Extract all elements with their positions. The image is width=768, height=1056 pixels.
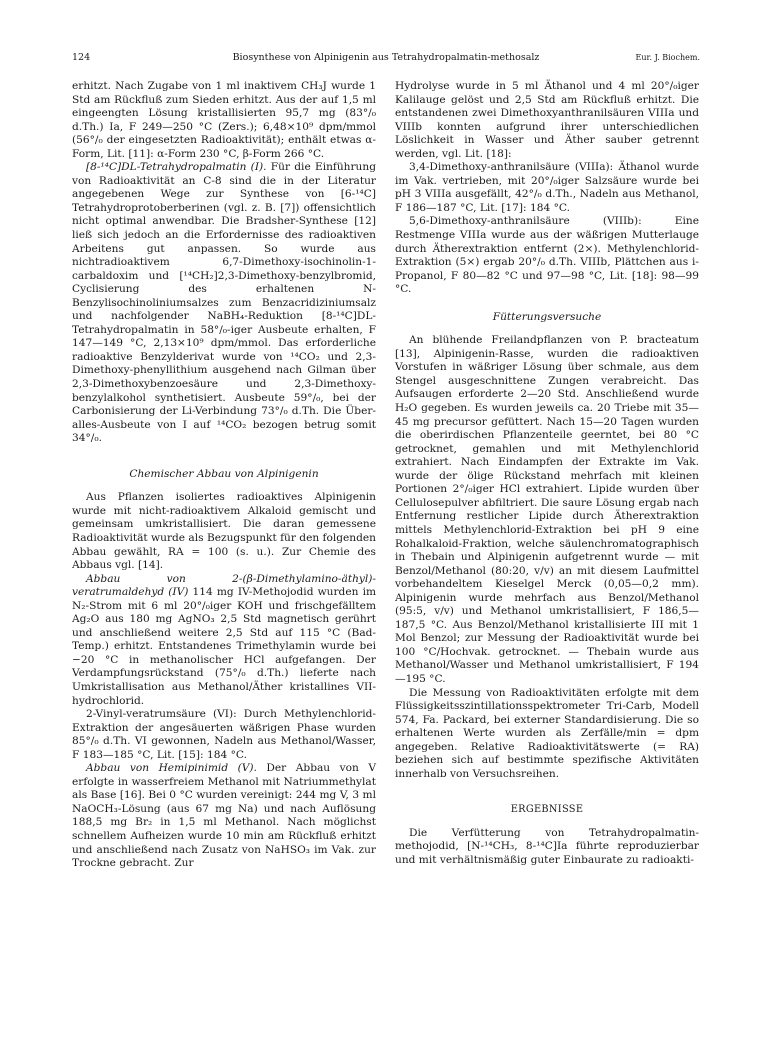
paragraph: 3,4-Dimethoxy-anthranilsäure (VIIIa): Äthanol wurde im Vak. vertrieben, mit 20°/₀iger Salzsäure wurde bei pH 3 VIIIa ausgefällt, 42°/₀ d.Th., Nadeln aus Methanol, F 186—187 °C, Lit. [17]: 184 °C. (395, 161, 699, 214)
paragraph: 2-Vinyl-veratrumsäure (VI): Durch Methylenchlorid-Extraktion der angesäuerten wäßrigen Phase wurden 85°/₀ d.Th. VI gewonnen, Nadeln aus Methanol/Wasser, F 183—185 °C, Lit. [15]: 184 °C. (72, 708, 376, 761)
paragraph (72, 573, 376, 708)
section-heading: Fütterungsversuche (492, 310, 602, 323)
journal-name: Eur. J. Biochem. (635, 53, 700, 62)
paragraph-text: Für die Einführung von Radioaktivität an C-8 sind die in der Literatur angegebenen Wege zur Synthese von [6-¹⁴C] Tetrahydroprotoberberinen (vgl. z. B. [7]) offensichtlich nicht optimal anwendbar. Die Bradsher-Synthese [12] ließ sich jedoch an die Erfordernisse des radioaktiven Arbeitens gut anpassen. So wurde aus nichtradioaktivem 6,7-Dimethoxy-isochinolin-1-carbaldoxim und [¹⁴CH₂]2,3-Dimethoxy-benzylbromid, Cyclisierung des erhaltenen N-Benzylisochinoliniumsalzes zum Benzacridiziniumsalz und nachfolgender NaBH₄-Reduktion [8-¹⁴C]DL-Tetrahydropalmatin in 58°/₀-iger Ausbeute erhalten, F 147—149 °C, 2,13×10⁹ dpm/mmol. Das erforderliche radioaktive Benzylderivat wurde von ¹⁴CO₂ und 2,3-Dimethoxy-phenyllithium ausgehend nach Gilman über 2,3-Dimethoxybenzoesäure und 2,3-Dimethoxy-benzylalkohol synthetisiert. Ausbeute 59°/₀, bei der Carbonisierung der Li-Verbindung 73°/₀ d.Th. Die Über-alles-Ausbeute von I auf ¹⁴CO₂ bezogen betrug somit 34°/₀. (72, 161, 376, 445)
paragraph (72, 762, 376, 870)
paragraph: An blühende Freilandpflanzen von P. bracteatum [13], Alpinigenin-Rasse, wurden die radioaktiven Vorstufen in wäßriger Lösung über schmale, aus dem Stengel ausgeschnittene Zungen verabreicht. Das Aufsaugen erforderte 2—20 Std. Anschließend wurde H₂O gegeben. Es wurden jeweils ca. 20 Triebe mit 35—45 mg precursor gefüttert. Nach 15—20 Tagen wurden die oberirdischen Pflanzenteile geerntet, bei 80 °C getrocknet, gemahlen und mit Methylenchlorid extrahiert. Nach Eindampfen der Extrakte im Vak. wurde der ölige Rückstand mehrfach mit kleinen Portionen 2°/₀iger HCl extrahiert. Lipide wurden über Cellulosepulver abfiltriert. Die saure Lösung ergab nach Entfernung restlicher Lipide durch Ätherextraktion mittels Methylenchlorid-Extraktion bei pH 9 eine Rohalkaloid-Fraktion, welche säulenchromatographisch in Thebain und Alpinigenin aufgetrennt wurde — mit Benzol/Methanol (80:20, v/v) an mit diesem Laufmittel vorbehandeltem Kieselgel Merck (0,05—0,2 mm). Alpinigenin wurde mehrfach aus Benzol/Methanol (95:5, v/v) und Methanol umkristallisiert, F 186,5—187,5 °C. Aus Benzol/Methanol kristallisierte III mit 1 Mol Benzol; zur Messung der Radioaktivität wurde bei 100 °C/Hochvak. getrocknet. — Thebain wurde aus Methanol/Wasser und Methanol umkristallisiert, F 194—195 °C. (395, 334, 699, 685)
paragraph: Aus Pflanzen isoliertes radioaktives Alpinigenin wurde mit nicht-radioaktivem Alkaloid gemischt und gemeinsam umkristallisiert. Die daran gemessene Radioaktivität wurde als Bezugspunkt für den folgenden Abbau gewählt, RA = 100 (s. u.). Zur Chemie des Abbaus vgl. [14]. (72, 491, 376, 572)
section-heading: ERGEBNISSE (510, 804, 584, 816)
paragraph-lead: Abbau von 2-(β-Dimethylamino-äthyl)-veratrumaldehyd (IV) (72, 572, 376, 599)
paragraph: 5,6-Dimethoxy-anthranilsäure (VIIIb): Eine Restmenge VIIIa wurde aus der wäßrigen Mutterlauge durch Ätherextraktion entfernt (2×). Methylenchlorid-Extraktion (5×) ergab 20°/₀ d.Th. VIIIb, Plättchen aus i-Propanol, F 80—82 °C und 97—98 °C, Lit. [18]: 98—99 °C. (395, 215, 699, 296)
page-header (72, 50, 700, 66)
right-column (395, 80, 699, 868)
section-heading: Chemischer Abbau von Alpinigenin (129, 467, 319, 480)
left-column (72, 80, 376, 871)
paragraph-text: 114 mg IV-Methojodid wurden im N₂-Strom mit 6 ml 20°/₀iger KOH und frischgefälltem Ag₂O aus 180 mg AgNO₃ 2,5 Std magnetisch gerührt und anschließend weitere 2,5 Std auf 115 °C (Bad-Temp.) erhitzt. Entstandenes Trimethylamin wurde bei −20 °C in methanolischer HCl aufgefangen. Der Verdampfungsrückstand (75°/₀ d.Th.) lieferte nach Umkristallisation aus Methanol/Äther kristallines VII-hydrochlorid. (72, 586, 376, 707)
paragraph: Die Messung von Radioaktivitäten erfolgte mit dem Flüssigkeitsszintillationsspektrometer Tri-Carb, Modell 574, Fa. Packard, bei externer Standardisierung. Die so erhaltenen Werte wurden als Zerfälle/min = dpm angegeben. Relative Radioaktivitätswerte (= RA) beziehen sich auf bestimmte spezifische Aktivitäten innerhalb von Versuchsreihen. (395, 686, 699, 780)
paragraph: Die Verfütterung von Tetrahydropalmatin-methojodid, [N-¹⁴CH₃, 8-¹⁴C]Ia führte reproduzierbar und mit verhältnismäßig guter Einbaurate zu radioakti- (395, 826, 699, 866)
paragraph: erhitzt. Nach Zugabe von 1 ml inaktivem CH₃J wurde 1 Std am Rückfluß zum Sieden erhitzt. Aus der auf 1,5 ml eingeengten Lösung kristallisierten 95,7 mg (83°/₀ d.Th.) Ia, F 249—250 °C (Zers.); 6,48×10⁹ dpm/mmol (56°/₀ der eingesetzten Radioaktivität); enthält etwas α-Form, Lit. [11]: α-Form 230 °C, β-Form 266 °C. (72, 80, 376, 160)
paragraph: Hydrolyse wurde in 5 ml Äthanol und 4 ml 20°/₀iger Kalilauge gelöst und 2,5 Std am Rückfluß erhitzt. Die entstandenen zwei Dimethoxyanthranilsäuren VIIIa und VIIIb konnten aufgrund ihrer unterschiedlichen Löslichkeit in Wasser und Äther sauber getrennt werden, vgl. Lit. [18]: (395, 80, 699, 160)
running-title: Biosynthese von Alpinigenin aus Tetrahydropalmatin-methosalz (232, 52, 540, 63)
paragraph-lead: Abbau von Hemipinimid (V). (86, 762, 257, 775)
paragraph (72, 161, 376, 445)
paragraph-text: Der Abbau von V erfolgte in wasserfreiem Methanol mit Natriummethylat als Base [16]. Bei 0 °C wurden vereinigt: 244 mg V, 3 ml NaOCH₃-Lösung (aus 67 mg Na) und nach Auflösung 188,5 mg Br₂ in 1,5 ml Methanol. Nach möglichst schnellem Aufheizen wurde 10 min am Rückfluß erhitzt und anschließend nach Zusatz von NaHSO₃ im Vak. zur Trockne gebracht. Zur (72, 762, 376, 870)
page-number: 124 (72, 52, 91, 63)
paragraph-lead: [8-¹⁴C]DL-Tetrahydropalmatin (I). (86, 161, 267, 174)
